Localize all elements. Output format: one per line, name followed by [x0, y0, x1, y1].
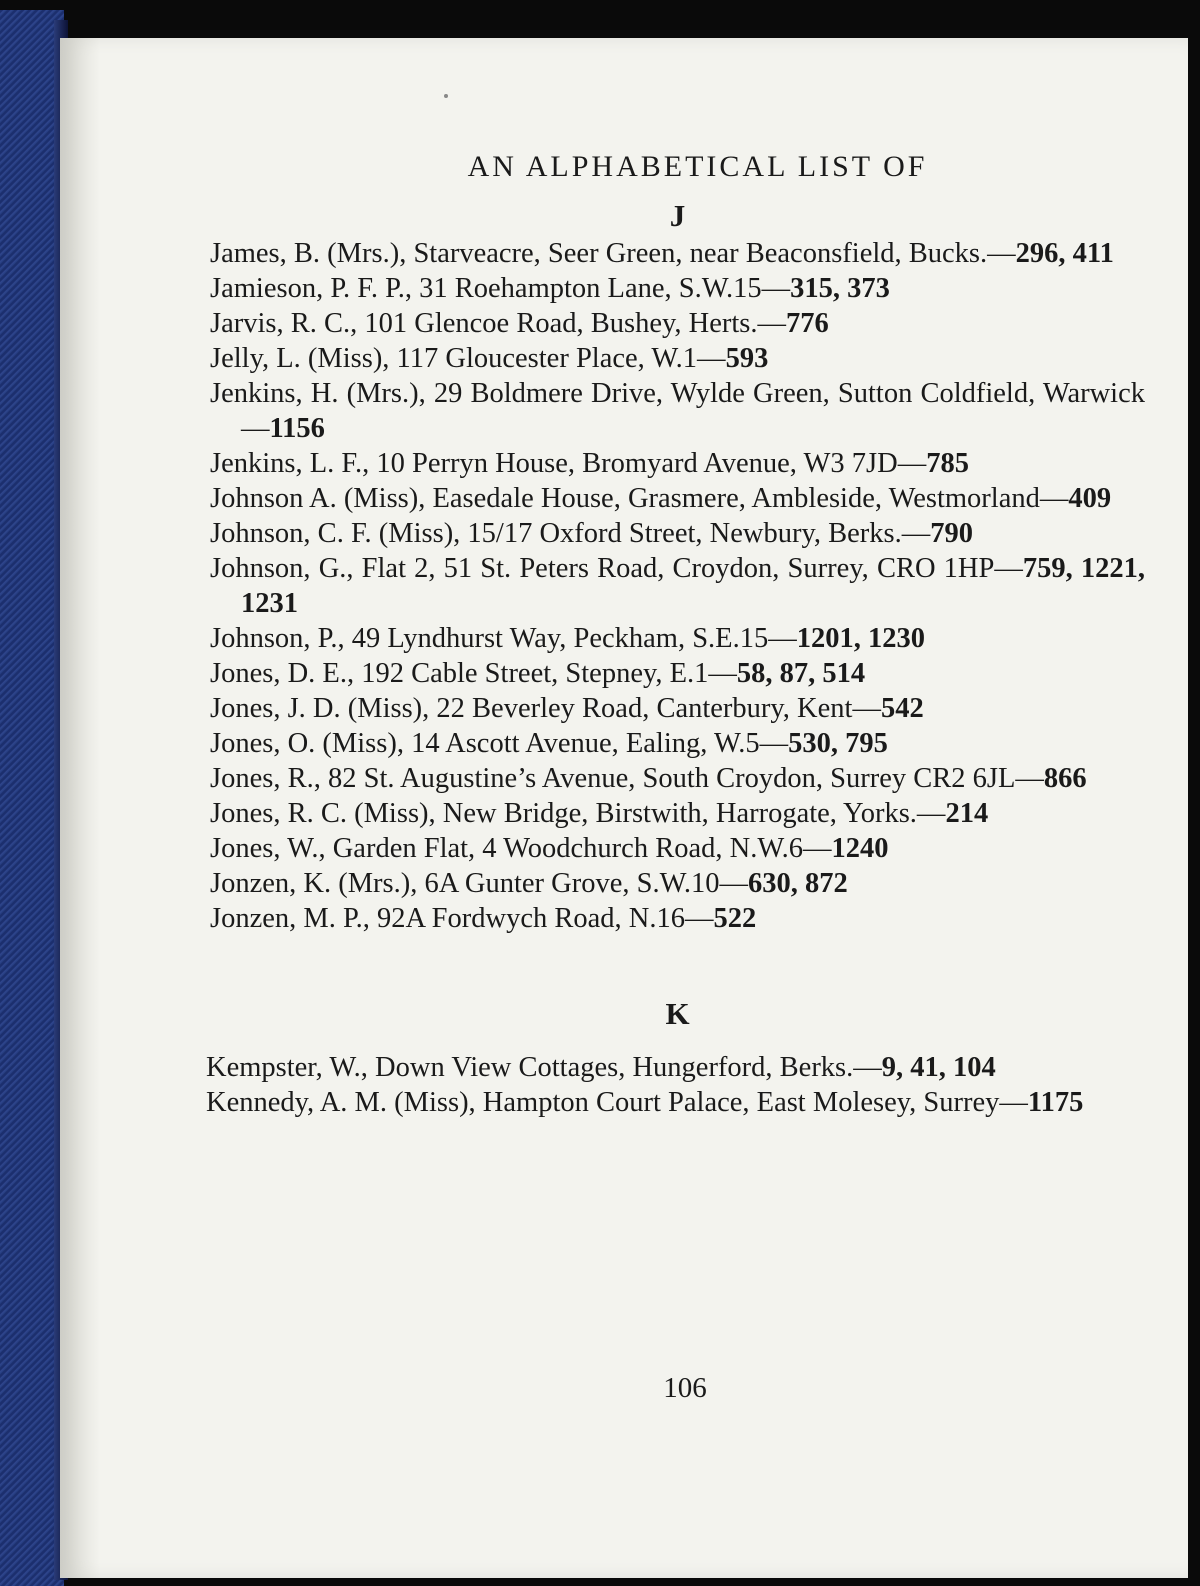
- entry-text: Johnson, C. F. (Miss), 15/17 Oxford Street, Newbury, Berks.—: [210, 518, 931, 549]
- entry-pages: 9, 41, 104: [881, 1052, 996, 1083]
- entries-k: [206, 1050, 1145, 1120]
- entry-text: Johnson A. (Miss), Easedale House, Grasmere, Ambleside, Westmorland—: [210, 483, 1069, 514]
- page-heading: AN ALPHABETICAL LIST OF: [467, 150, 928, 183]
- page-number: 106: [663, 1372, 707, 1404]
- entry-pages: 1175: [1027, 1087, 1084, 1118]
- entry-text: Jenkins, L. F., 10 Perryn House, Bromyard Avenue, W3 7JD—: [210, 448, 927, 479]
- page-content: [206, 150, 1145, 1120]
- entry-text: Kennedy, A. M. (Miss), Hampton Court Palace, East Molesey, Surrey—: [206, 1087, 1028, 1118]
- entry-pages: 866: [1043, 763, 1087, 794]
- entry-text: Jones, R., 82 St. Augustine’s Avenue, South Croydon, Surrey CR2 6JL—: [210, 763, 1044, 794]
- section-letter-k: K: [665, 996, 690, 1031]
- entry-pages: 296, 411: [1015, 238, 1114, 269]
- entry-text: Johnson, G., Flat 2, 51 St. Peters Road, Croydon, Surrey, CRO 1HP—: [210, 553, 1023, 584]
- list-item: [210, 306, 1145, 341]
- list-item: [206, 1050, 1145, 1085]
- entry-text: James, B. (Mrs.), Starveacre, Seer Green, near Beaconsfield, Bucks.—: [210, 238, 1016, 269]
- entry-text: Jonzen, M. P., 92A Fordwych Road, N.16—: [210, 903, 714, 934]
- entry-pages: 530, 795: [788, 728, 888, 759]
- entry-pages: 214: [945, 798, 989, 829]
- list-item: [210, 691, 1145, 726]
- entry-text: Jamieson, P. F. P., 31 Roehampton Lane, S.W.15—: [210, 273, 791, 304]
- entry-text: Jonzen, K. (Mrs.), 6A Gunter Grove, S.W.10—: [210, 868, 749, 899]
- entry-pages: 630, 872: [748, 868, 848, 899]
- entry-text: Jones, R. C. (Miss), New Bridge, Birstwith, Harrogate, Yorks.—: [210, 798, 946, 829]
- entry-text: Jones, O. (Miss), 14 Ascott Avenue, Ealing, W.5—: [210, 728, 789, 759]
- list-item: [210, 551, 1145, 621]
- list-item: [210, 236, 1145, 271]
- entry-text: Jelly, L. (Miss), 117 Gloucester Place, W.1—: [210, 343, 726, 374]
- list-item: [210, 446, 1145, 481]
- list-item: [210, 341, 1145, 376]
- entry-text: Jenkins, H. (Mrs.), 29 Boldmere Drive, Wylde Green, Sutton Coldfield, Warwick—: [210, 378, 1145, 444]
- list-item: [210, 901, 1145, 936]
- entry-pages: 1240: [831, 833, 889, 864]
- section-letter-j: J: [669, 198, 686, 233]
- entry-pages: 58, 87, 514: [736, 658, 866, 689]
- list-item: [210, 656, 1145, 691]
- entry-pages: 542: [880, 693, 924, 724]
- list-item: [210, 726, 1145, 761]
- entry-text: Jones, J. D. (Miss), 22 Beverley Road, Canterbury, Kent—: [210, 693, 881, 724]
- list-item: [210, 516, 1145, 551]
- entry-text: Jones, W., Garden Flat, 4 Woodchurch Road, N.W.6—: [210, 833, 832, 864]
- entry-pages: 593: [725, 343, 769, 374]
- entry-pages: 759, 1221, 1231: [241, 553, 1145, 619]
- entry-text: Kempster, W., Down View Cottages, Hungerford, Berks.—: [206, 1052, 882, 1083]
- entries-j: [210, 236, 1145, 936]
- entry-pages: 1156: [269, 413, 325, 444]
- entry-pages: 315, 373: [790, 273, 890, 304]
- entry-text: Jones, D. E., 192 Cable Street, Stepney, E.1—: [210, 658, 737, 689]
- list-item: [210, 866, 1145, 901]
- list-item: [210, 481, 1145, 516]
- page-gutter-shadow: [60, 38, 100, 1578]
- list-item: [210, 376, 1145, 446]
- entry-pages: 785: [926, 448, 969, 479]
- list-item: [210, 831, 1145, 866]
- entry-pages: 776: [786, 308, 829, 339]
- list-item: [210, 796, 1145, 831]
- entry-pages: 409: [1068, 483, 1112, 514]
- entry-pages: 790: [930, 518, 973, 549]
- entry-text: Jarvis, R. C., 101 Glencoe Road, Bushey, Herts.—: [210, 308, 786, 339]
- list-item: [210, 621, 1145, 656]
- list-item: [210, 271, 1145, 306]
- list-item: [206, 1085, 1145, 1120]
- entry-pages: 522: [713, 903, 757, 934]
- paper-speck: [444, 94, 448, 98]
- entry-pages: 1201, 1230: [796, 623, 925, 654]
- list-item: [210, 761, 1145, 796]
- entry-text: Johnson, P., 49 Lyndhurst Way, Peckham, S.E.15—: [210, 623, 797, 654]
